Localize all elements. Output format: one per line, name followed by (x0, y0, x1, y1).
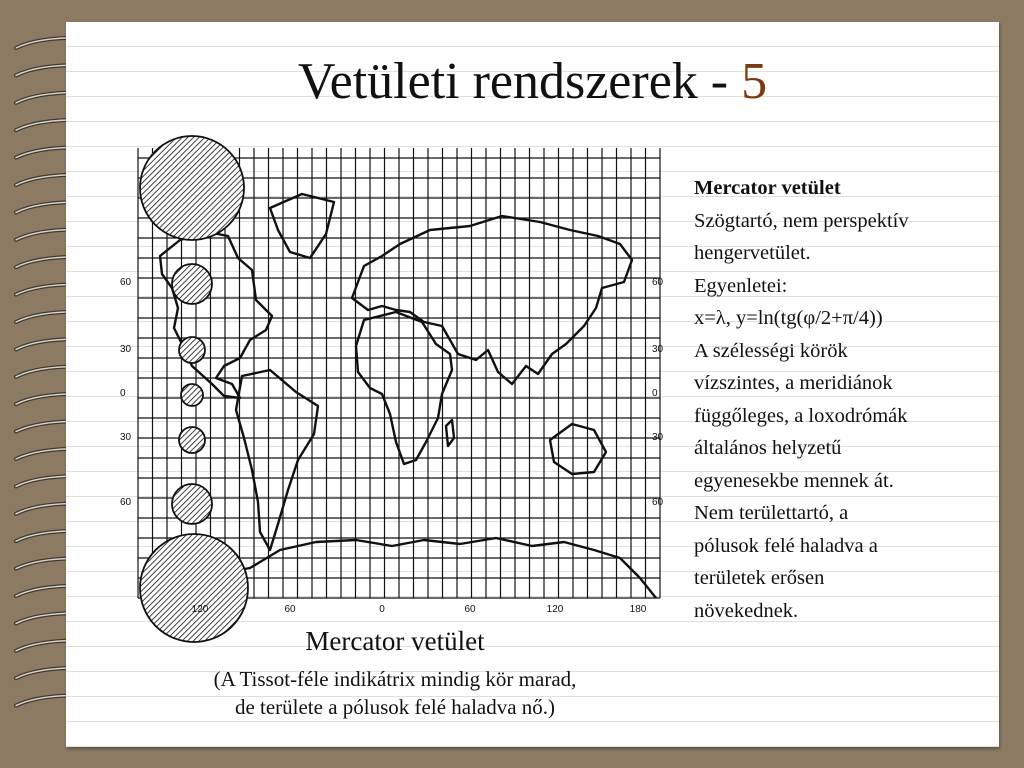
latitude-label: 0 (120, 388, 126, 399)
latitude-label: 60 (652, 497, 664, 508)
description-line: Szögtartó, nem perspektív (694, 209, 909, 232)
caption-note-line: de területe a pólusok felé haladva nő.) (234, 695, 556, 719)
description-line: vízszintes, a meridiánok (694, 372, 893, 394)
tissot-circle (172, 484, 212, 524)
page-title (66, 53, 999, 110)
latitude-label: 30 (652, 432, 664, 443)
tissot-circle (181, 384, 203, 406)
tissot-circle (179, 427, 205, 453)
description-line: általános helyzetű (694, 437, 842, 459)
longitude-label: 0 (379, 604, 385, 615)
longitude-label: 60 (284, 604, 296, 615)
latitude-label: 60 (120, 497, 132, 508)
continent-south-america (236, 370, 318, 550)
caption-note-line: (A Tissot-féle indikátrix mindig kör marad, (213, 667, 577, 691)
description-line: növekednek. (694, 599, 799, 622)
latitude-label: 30 (120, 344, 132, 355)
description-line: egyenesekbe mennek át. (694, 469, 894, 492)
tissot-circle (179, 337, 205, 363)
title-separator: - (697, 53, 742, 110)
tissot-circle (140, 136, 244, 240)
description-line: függőleges, a loxodrómák (694, 404, 908, 427)
description-line: Egyenletei: (694, 274, 788, 297)
latitude-label: 30 (120, 432, 132, 443)
longitude-label: 180 (629, 604, 647, 615)
title-number: 5 (741, 53, 768, 110)
description-line: hengervetület. (694, 242, 811, 264)
description-line: Nem területtartó, a (694, 502, 849, 524)
title-main: Vetületi rendszerek (297, 53, 698, 110)
latitude-label: 60 (652, 277, 664, 288)
island-madagascar (446, 420, 454, 446)
description-panel (694, 172, 994, 627)
continent-eurasia (352, 216, 632, 384)
description-text (694, 205, 994, 628)
tissot-circle (172, 264, 212, 304)
latitude-label: 30 (652, 344, 664, 355)
description-heading: Mercator vetület (694, 177, 841, 199)
description-line: pólusok felé haladva a (694, 534, 878, 557)
mercator-map (120, 148, 664, 628)
longitude-label: 120 (546, 604, 564, 615)
mercator-map-figure (120, 148, 664, 628)
continent-greenland (270, 194, 334, 258)
figure-caption-title: Mercator vetület (305, 626, 485, 656)
tissot-indicatrix-circles (140, 136, 248, 642)
latitude-label: 0 (652, 388, 658, 399)
description-line: x=λ, y=ln(tg(φ/2+π/4)) (694, 307, 883, 329)
description-line: területek erősen (694, 567, 825, 589)
longitude-label: 120 (191, 604, 209, 615)
figure-caption-note (150, 665, 640, 721)
latitude-label: 60 (120, 277, 132, 288)
longitude-label: 60 (464, 604, 476, 615)
description-line: A szélességi körök (694, 339, 848, 362)
